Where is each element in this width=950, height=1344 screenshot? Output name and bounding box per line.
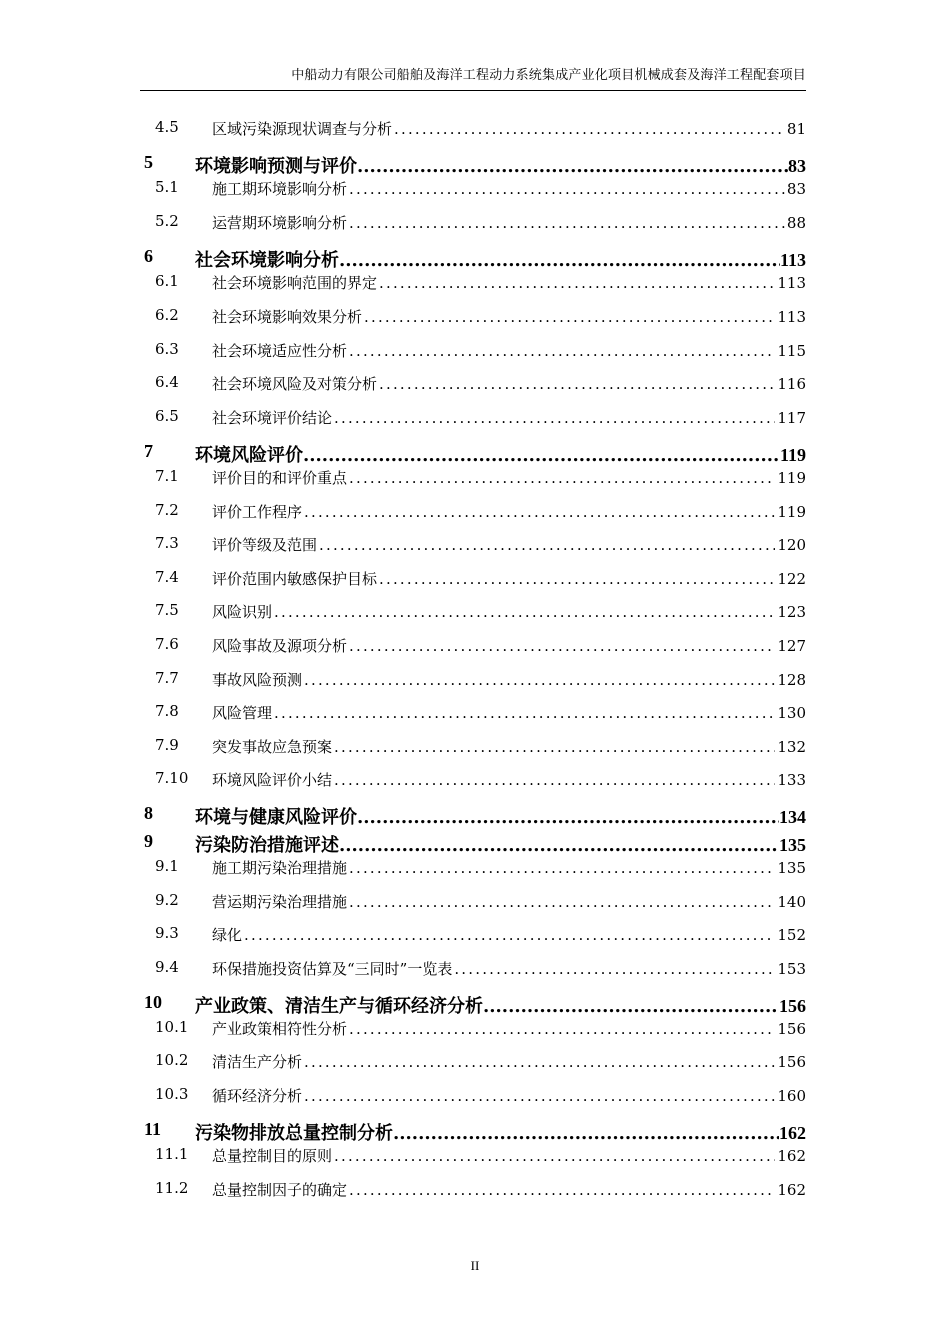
- toc-section-entry[interactable]: [0, 891, 950, 912]
- toc-entry-number: 9.2: [155, 891, 179, 909]
- toc-chapter-entry[interactable]: [0, 1119, 950, 1145]
- toc-dot-leader: [349, 1181, 775, 1199]
- toc-entry-page: 133: [777, 771, 806, 789]
- toc-entry-number: 11: [144, 1119, 162, 1139]
- toc-entry-number: 7.8: [155, 702, 179, 720]
- toc-section-entry[interactable]: [0, 118, 950, 139]
- toc-entry-title: 施工期污染治理措施: [212, 859, 348, 877]
- toc-entry-number: 6: [144, 246, 153, 266]
- toc-dot-leader: [304, 1087, 775, 1105]
- toc-entry-title: 产业政策、清洁生产与循环经济分析: [195, 996, 483, 1017]
- toc-entry-number: 7.9: [155, 736, 179, 754]
- toc-dot-leader: [357, 807, 779, 828]
- toc-entry-title: 社会环境影响范围的界定: [212, 274, 378, 292]
- toc-entry-number: 4.5: [155, 118, 179, 136]
- toc-dot-leader: [339, 250, 780, 271]
- toc-entry-title: 社会环境影响效果分析: [212, 308, 363, 326]
- toc-entry-page: 113: [777, 274, 806, 292]
- toc-entry-number: 7.10: [155, 769, 189, 787]
- toc-section-entry[interactable]: [0, 1018, 950, 1039]
- toc-dot-leader: [334, 409, 775, 427]
- toc-entry-title: 总量控制因子的确定: [212, 1181, 348, 1199]
- toc-section-entry[interactable]: [0, 1179, 950, 1200]
- toc-section-entry[interactable]: [0, 702, 950, 723]
- toc-entry-title: 评价目的和评价重点: [212, 469, 348, 487]
- toc-entry-number: 9.3: [155, 924, 179, 942]
- toc-entry-page: 160: [777, 1087, 806, 1105]
- toc-dot-leader: [349, 342, 775, 360]
- toc-dot-leader: [349, 893, 775, 911]
- toc-section-entry[interactable]: [0, 924, 950, 945]
- toc-dot-leader: [274, 704, 775, 722]
- toc-entry-number: 7.6: [155, 635, 179, 653]
- toc-entry-title: 环境影响预测与评价: [195, 156, 357, 177]
- toc-entry-number: 10.2: [155, 1051, 189, 1069]
- toc-entry-title: 社会环境评价结论: [212, 409, 333, 427]
- toc-entry-number: 11.1: [155, 1145, 189, 1163]
- toc-dot-leader: [349, 637, 775, 655]
- toc-section-entry[interactable]: [0, 212, 950, 233]
- toc-entry-number: 10: [144, 992, 162, 1012]
- toc-entry-page: 156: [779, 996, 806, 1016]
- toc-dot-leader: [274, 603, 775, 621]
- toc-section-entry[interactable]: [0, 272, 950, 293]
- toc-dot-leader: [349, 1020, 775, 1038]
- toc-entry-number: 5.1: [155, 178, 179, 196]
- toc-entry-page: 113: [779, 250, 806, 270]
- toc-entry-number: 10.3: [155, 1085, 189, 1103]
- toc-chapter-entry[interactable]: [0, 246, 950, 272]
- toc-entry-page: 113: [777, 308, 806, 326]
- toc-entry-page: 81: [786, 120, 806, 138]
- toc-entry-title: 循环经济分析: [212, 1087, 303, 1105]
- toc-entry-number: 10.1: [155, 1018, 189, 1036]
- toc-entry-page: 123: [777, 603, 806, 621]
- toc-entry-title: 绿化: [212, 926, 243, 944]
- toc-entry-page: 116: [777, 375, 806, 393]
- toc-chapter-entry[interactable]: [0, 803, 950, 829]
- toc-section-entry[interactable]: [0, 467, 950, 488]
- page-number: II: [470, 1258, 480, 1273]
- toc-chapter-entry[interactable]: [0, 152, 950, 178]
- toc-entry-title: 社会环境适应性分析: [212, 342, 348, 360]
- toc-dot-leader: [393, 1123, 779, 1144]
- toc-section-entry[interactable]: [0, 1085, 950, 1106]
- toc-chapter-entry[interactable]: [0, 831, 950, 857]
- toc-section-entry[interactable]: [0, 1145, 950, 1166]
- toc-entry-title: 风险事故及源项分析: [212, 637, 348, 655]
- toc-dot-leader: [349, 214, 785, 232]
- toc-dot-leader: [483, 996, 779, 1017]
- toc-entry-number: 7.4: [155, 568, 179, 586]
- toc-entry-number: 5: [144, 152, 153, 172]
- toc-entry-title: 社会环境影响分析: [195, 250, 339, 271]
- toc-dot-leader: [349, 859, 775, 877]
- toc-entry-page: 119: [777, 469, 806, 487]
- toc-entry-number: 6.3: [155, 340, 179, 358]
- toc-chapter-entry[interactable]: [0, 441, 950, 467]
- toc-dot-leader: [303, 445, 780, 466]
- toc-entry-number: 7.2: [155, 501, 179, 519]
- toc-dot-leader: [334, 771, 775, 789]
- toc-entry-number: 7.7: [155, 669, 179, 687]
- toc-entry-title: 风险识别: [212, 603, 273, 621]
- toc-entry-page: 162: [777, 1181, 806, 1199]
- toc-section-entry[interactable]: [0, 501, 950, 522]
- toc-chapter-entry[interactable]: [0, 992, 950, 1018]
- toc-entry-page: 83: [786, 180, 806, 198]
- toc-dot-leader: [339, 835, 779, 856]
- header-rule: [140, 90, 806, 91]
- toc-dot-leader: [379, 274, 775, 292]
- toc-entry-number: 8: [144, 803, 153, 823]
- toc-entry-page: 132: [777, 738, 806, 756]
- toc-entry-page: 88: [786, 214, 806, 232]
- toc-entry-title: 评价工作程序: [212, 503, 303, 521]
- toc-dot-leader: [304, 1053, 775, 1071]
- toc-entry-page: 156: [777, 1020, 806, 1038]
- toc-entry-number: 7: [144, 441, 153, 461]
- toc-section-entry[interactable]: [0, 769, 950, 790]
- toc-entry-page: 119: [779, 445, 806, 465]
- toc-entry-title: 风险管理: [212, 704, 273, 722]
- toc-entry-title: 环境与健康风险评价: [195, 807, 357, 828]
- toc-entry-page: 135: [777, 859, 806, 877]
- toc-entry-title: 污染物排放总量控制分析: [195, 1123, 393, 1144]
- toc-dot-leader: [304, 503, 775, 521]
- toc-entry-page: 122: [777, 570, 806, 588]
- toc-entry-title: 施工期环境影响分析: [212, 180, 348, 198]
- toc-entry-title: 社会环境风险及对策分析: [212, 375, 378, 393]
- toc-entry-page: 156: [777, 1053, 806, 1071]
- toc-entry-page: 128: [777, 671, 806, 689]
- toc-section-entry[interactable]: [0, 178, 950, 199]
- toc-entry-number: 7.1: [155, 467, 179, 485]
- toc-entry-number: 7.5: [155, 601, 179, 619]
- toc-entry-title: 事故风险预测: [212, 671, 303, 689]
- toc-entry-page: 162: [779, 1123, 806, 1143]
- toc-dot-leader: [394, 120, 785, 138]
- toc-dot-leader: [319, 536, 775, 554]
- toc-section-entry[interactable]: [0, 601, 950, 622]
- toc-entry-page: 152: [777, 926, 806, 944]
- toc-entry-page: 153: [777, 960, 806, 978]
- toc-entry-page: 162: [777, 1147, 806, 1165]
- toc-dot-leader: [349, 180, 785, 198]
- toc-dot-leader: [244, 926, 775, 944]
- toc-entry-number: 7.3: [155, 534, 179, 552]
- toc-entry-title: 运营期环境影响分析: [212, 214, 348, 232]
- toc-entry-title: 总量控制目的原则: [212, 1147, 333, 1165]
- toc-dot-leader: [454, 960, 775, 978]
- toc-entry-title: 污染防治措施评述: [195, 835, 339, 856]
- toc-entry-title: 清洁生产分析: [212, 1053, 303, 1071]
- page-header: 中船动力有限公司船舶及海洋工程动力系统集成产业化项目机械成套及海洋工程配套项目: [291, 68, 806, 83]
- toc-section-entry[interactable]: [0, 669, 950, 690]
- toc-section-entry[interactable]: [0, 373, 950, 394]
- toc-entry-page: 135: [779, 835, 806, 855]
- toc-entry-title: 环境风险评价: [195, 445, 303, 466]
- toc-section-entry[interactable]: [0, 407, 950, 428]
- toc-section-entry[interactable]: [0, 568, 950, 589]
- toc-entry-number: 6.5: [155, 407, 179, 425]
- toc-section-entry[interactable]: [0, 958, 950, 979]
- toc-entry-title: 产业政策相符性分析: [212, 1020, 348, 1038]
- toc-entry-title: 区域污染源现状调查与分析: [212, 120, 393, 138]
- toc-entry-number: 6.2: [155, 306, 179, 324]
- toc-dot-leader: [379, 570, 775, 588]
- toc-entry-title: 环保措施投资估算及“三同时”一览表: [212, 960, 453, 978]
- toc-entry-page: 134: [779, 807, 806, 827]
- toc-dot-leader: [304, 671, 775, 689]
- toc-dot-leader: [349, 469, 775, 487]
- toc-section-entry[interactable]: [0, 857, 950, 878]
- toc-entry-title: 环境风险评价小结: [212, 771, 333, 789]
- toc-entry-title: 评价范围内敏感保护目标: [212, 570, 378, 588]
- toc-dot-leader: [334, 738, 775, 756]
- toc-entry-title: 突发事故应急预案: [212, 738, 333, 756]
- toc-dot-leader: [334, 1147, 775, 1165]
- toc-entry-number: 5.2: [155, 212, 179, 230]
- toc-entry-page: 119: [777, 503, 806, 521]
- toc-section-entry[interactable]: [0, 340, 950, 361]
- toc-section-entry[interactable]: [0, 306, 950, 327]
- toc-dot-leader: [364, 308, 775, 326]
- toc-section-entry[interactable]: [0, 635, 950, 656]
- toc-section-entry[interactable]: [0, 534, 950, 555]
- toc-section-entry[interactable]: [0, 1051, 950, 1072]
- toc-entry-number: 6.1: [155, 272, 179, 290]
- toc-entry-title: 评价等级及范围: [212, 536, 318, 554]
- toc-entry-page: 130: [777, 704, 806, 722]
- toc-entry-title: 营运期污染治理措施: [212, 893, 348, 911]
- toc-entry-page: 120: [777, 536, 806, 554]
- toc-entry-page: 117: [777, 409, 806, 427]
- toc-entry-number: 9.4: [155, 958, 179, 976]
- toc-entry-number: 6.4: [155, 373, 179, 391]
- toc-entry-number: 11.2: [155, 1179, 189, 1197]
- toc-dot-leader: [379, 375, 775, 393]
- toc-dot-leader: [357, 156, 788, 177]
- toc-entry-number: 9.1: [155, 857, 179, 875]
- toc-entry-page: 115: [777, 342, 806, 360]
- toc-entry-page: 127: [777, 637, 806, 655]
- toc-entry-page: 83: [788, 156, 806, 176]
- toc-entry-page: 140: [777, 893, 806, 911]
- toc-section-entry[interactable]: [0, 736, 950, 757]
- toc-entry-number: 9: [144, 831, 153, 851]
